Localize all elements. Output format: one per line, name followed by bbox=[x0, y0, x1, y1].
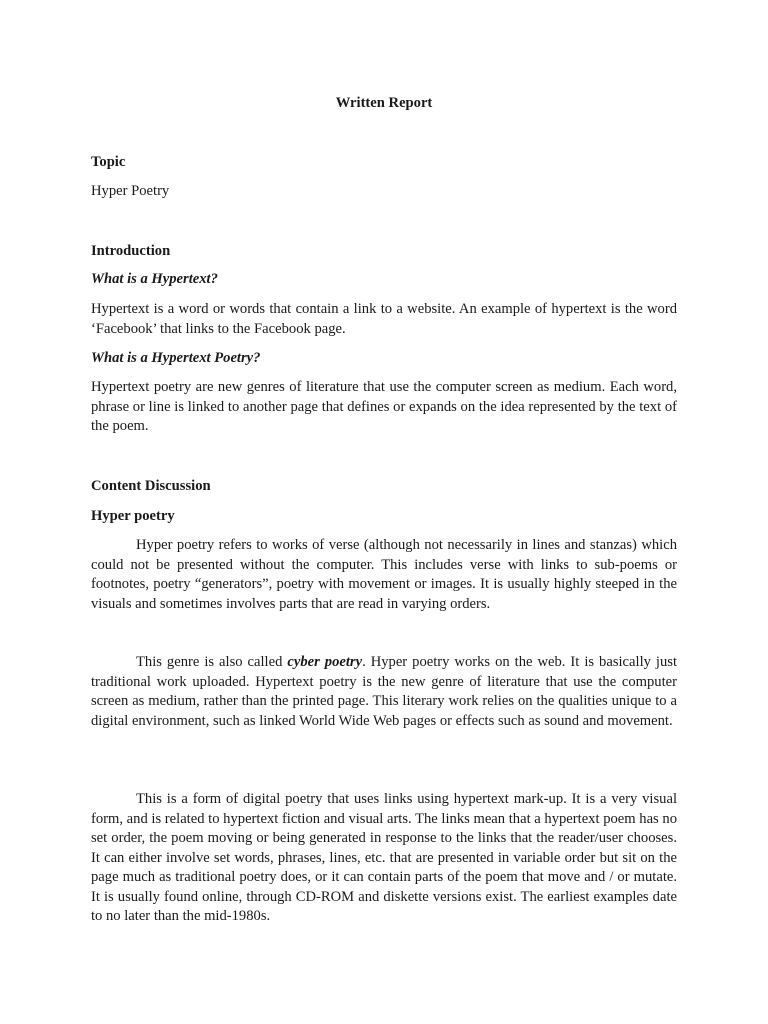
hyper-poetry-paragraph-2 bbox=[91, 653, 677, 731]
hypertext-question-heading: What is a Hypertext? bbox=[91, 271, 218, 287]
hypertext-poetry-answer-paragraph: Hypertext poetry are new genres of literature that use the computer screen as medium. Each word, phrase or line is linked to another page that defines or expands on the idea represented by the text of the poem. bbox=[91, 379, 677, 434]
paragraph-2-text-end: . Hyper poetry works on the web. It is basically just traditional work uploaded. Hypertext poetry is the new genre of literature that use the computer screen as medium, rather than the printed page. This literary work relies on the qualities unique to a digital environment, such as linked World Wide Web pages or effects such as sound and movement. bbox=[91, 654, 677, 729]
introduction-heading: Introduction bbox=[91, 243, 171, 259]
topic-heading: Topic bbox=[91, 154, 126, 170]
topic-value: Hyper Poetry bbox=[91, 183, 170, 199]
content-discussion-heading: Content Discussion bbox=[91, 478, 211, 494]
hyper-poetry-heading: Hyper poetry bbox=[91, 508, 175, 524]
page-title: Written Report bbox=[335, 95, 433, 111]
hyper-poetry-paragraph-3: This is a form of digital poetry that uses links using hypertext mark-up. It is a very visual form, and is related to hypertext fiction and visual arts. The links mean that a hypertext poem has no set order, the poem moving or being generated in response to the links that the reader/user chooses. It can either involve set words, phrases, lines, etc. that are presented in variable order but sit on the page much as traditional poetry does, or it can contain parts of the poem that move and / or mutate. It is usually found online, through CD-ROM and diskette versions exist. The earliest examples date to no later than the mid-1980s. bbox=[91, 791, 677, 924]
paragraph-2-text-start: This genre is also called bbox=[136, 654, 288, 670]
hypertext-answer-paragraph: Hypertext is a word or words that contain a link to a website. An example of hypertext is the word ‘Facebook’ that links to the Facebook page. bbox=[91, 301, 677, 337]
hypertext-poetry-question-heading: What is a Hypertext Poetry? bbox=[91, 350, 261, 366]
cyber-poetry-term: cyber poetry bbox=[287, 654, 363, 670]
hyper-poetry-paragraph-1: Hyper poetry refers to works of verse (although not necessarily in lines and stanzas) which could not be presented without the computer. This includes verse with links to sub-poems or footnotes, poetry “generators”, poetry with movement or images. It is usually highly steeped in the visuals and sometimes involves parts that are read in varying orders. bbox=[91, 537, 677, 612]
